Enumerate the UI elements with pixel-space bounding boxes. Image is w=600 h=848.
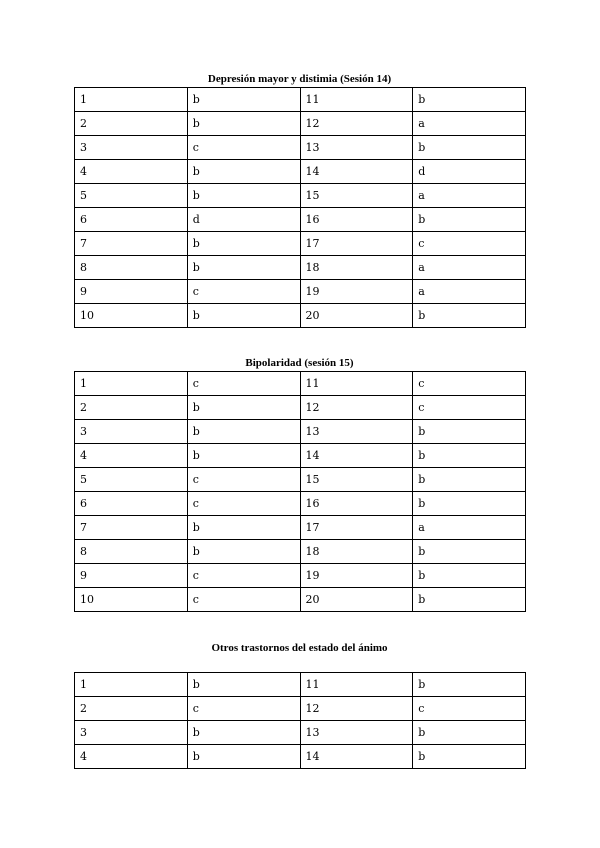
answer-table <box>74 371 526 612</box>
question-number-cell: 15 <box>300 184 413 208</box>
table-row <box>75 160 526 184</box>
answer-cell: b <box>413 208 526 232</box>
table-row <box>75 304 526 328</box>
answer-cell: b <box>187 160 300 184</box>
question-number-cell: 3 <box>75 420 188 444</box>
question-number-cell: 17 <box>300 516 413 540</box>
section-otros <box>74 641 525 769</box>
question-number-cell: 1 <box>75 372 188 396</box>
answer-cell: b <box>413 721 526 745</box>
answer-cell: b <box>187 256 300 280</box>
answer-cell: c <box>413 396 526 420</box>
question-number-cell: 5 <box>75 468 188 492</box>
answer-cell: b <box>187 420 300 444</box>
question-number-cell: 16 <box>300 208 413 232</box>
answer-cell: a <box>413 256 526 280</box>
question-number-cell: 14 <box>300 745 413 769</box>
answer-cell: b <box>187 444 300 468</box>
question-number-cell: 8 <box>75 540 188 564</box>
answer-cell: b <box>187 88 300 112</box>
table-row <box>75 444 526 468</box>
answer-cell: b <box>187 112 300 136</box>
table-row <box>75 540 526 564</box>
question-number-cell: 2 <box>75 112 188 136</box>
table-row <box>75 88 526 112</box>
question-number-cell: 10 <box>75 588 188 612</box>
question-number-cell: 7 <box>75 232 188 256</box>
question-number-cell: 6 <box>75 208 188 232</box>
question-number-cell: 11 <box>300 673 413 697</box>
table-row <box>75 232 526 256</box>
answer-cell: b <box>413 88 526 112</box>
question-number-cell: 20 <box>300 304 413 328</box>
table-row <box>75 136 526 160</box>
table-row <box>75 184 526 208</box>
section-bipolaridad <box>74 356 525 612</box>
answer-cell: a <box>413 516 526 540</box>
question-number-cell: 3 <box>75 721 188 745</box>
answer-cell: c <box>187 588 300 612</box>
answer-cell: c <box>413 697 526 721</box>
table-row <box>75 208 526 232</box>
question-number-cell: 12 <box>300 697 413 721</box>
answer-cell: b <box>187 745 300 769</box>
answer-cell: b <box>413 673 526 697</box>
answer-cell: b <box>413 444 526 468</box>
question-number-cell: 4 <box>75 444 188 468</box>
table-row <box>75 280 526 304</box>
question-number-cell: 12 <box>300 112 413 136</box>
answer-cell: b <box>187 396 300 420</box>
answer-cell: c <box>187 564 300 588</box>
section-title: Bipolaridad (sesión 15) <box>245 357 354 369</box>
section-title: Depresión mayor y distimia (Sesión 14) <box>207 73 392 85</box>
question-number-cell: 14 <box>300 160 413 184</box>
answer-cell: b <box>413 540 526 564</box>
table-row <box>75 256 526 280</box>
question-number-cell: 9 <box>75 564 188 588</box>
answer-cell: b <box>187 721 300 745</box>
question-number-cell: 10 <box>75 304 188 328</box>
answer-cell: c <box>187 280 300 304</box>
table-row <box>75 516 526 540</box>
question-number-cell: 9 <box>75 280 188 304</box>
table-row <box>75 468 526 492</box>
question-number-cell: 1 <box>75 88 188 112</box>
question-number-cell: 2 <box>75 396 188 420</box>
question-number-cell: 15 <box>300 468 413 492</box>
answer-cell: b <box>413 136 526 160</box>
table-row <box>75 721 526 745</box>
answer-cell: b <box>413 745 526 769</box>
table-row <box>75 372 526 396</box>
question-number-cell: 13 <box>300 721 413 745</box>
answer-cell: b <box>187 184 300 208</box>
question-number-cell: 3 <box>75 136 188 160</box>
question-number-cell: 11 <box>300 88 413 112</box>
answer-cell: a <box>413 184 526 208</box>
question-number-cell: 13 <box>300 420 413 444</box>
question-number-cell: 11 <box>300 372 413 396</box>
answer-cell: b <box>187 232 300 256</box>
answer-cell: d <box>413 160 526 184</box>
question-number-cell: 18 <box>300 540 413 564</box>
table-row <box>75 112 526 136</box>
question-number-cell: 4 <box>75 160 188 184</box>
answer-cell: b <box>413 304 526 328</box>
answer-cell: b <box>413 420 526 444</box>
answer-cell: c <box>413 372 526 396</box>
answer-cell: c <box>187 372 300 396</box>
question-number-cell: 14 <box>300 444 413 468</box>
answer-cell: b <box>413 468 526 492</box>
section-depresion <box>74 72 525 328</box>
table-row <box>75 588 526 612</box>
answer-cell: c <box>187 136 300 160</box>
table-row <box>75 564 526 588</box>
answer-cell: b <box>413 564 526 588</box>
answer-cell: b <box>187 516 300 540</box>
question-number-cell: 4 <box>75 745 188 769</box>
answer-cell: a <box>413 280 526 304</box>
answer-cell: a <box>413 112 526 136</box>
question-number-cell: 2 <box>75 697 188 721</box>
question-number-cell: 5 <box>75 184 188 208</box>
question-number-cell: 17 <box>300 232 413 256</box>
table-row <box>75 492 526 516</box>
answer-cell: b <box>413 588 526 612</box>
question-number-cell: 20 <box>300 588 413 612</box>
answer-cell: d <box>187 208 300 232</box>
table-row <box>75 697 526 721</box>
table-row <box>75 420 526 444</box>
answer-cell: c <box>187 697 300 721</box>
question-number-cell: 1 <box>75 673 188 697</box>
section-title: Otros trastornos del estado del ánimo <box>211 642 388 654</box>
question-number-cell: 18 <box>300 256 413 280</box>
answer-cell: c <box>187 492 300 516</box>
table-row <box>75 673 526 697</box>
table-row <box>75 745 526 769</box>
table-row <box>75 396 526 420</box>
answer-cell: b <box>187 304 300 328</box>
answer-cell: c <box>187 468 300 492</box>
answer-cell: b <box>187 540 300 564</box>
question-number-cell: 16 <box>300 492 413 516</box>
question-number-cell: 8 <box>75 256 188 280</box>
answer-table <box>74 87 526 328</box>
question-number-cell: 7 <box>75 516 188 540</box>
question-number-cell: 19 <box>300 280 413 304</box>
answer-cell: b <box>187 673 300 697</box>
answer-table <box>74 672 526 769</box>
answer-cell: c <box>413 232 526 256</box>
answer-cell: b <box>413 492 526 516</box>
question-number-cell: 12 <box>300 396 413 420</box>
question-number-cell: 19 <box>300 564 413 588</box>
question-number-cell: 13 <box>300 136 413 160</box>
question-number-cell: 6 <box>75 492 188 516</box>
